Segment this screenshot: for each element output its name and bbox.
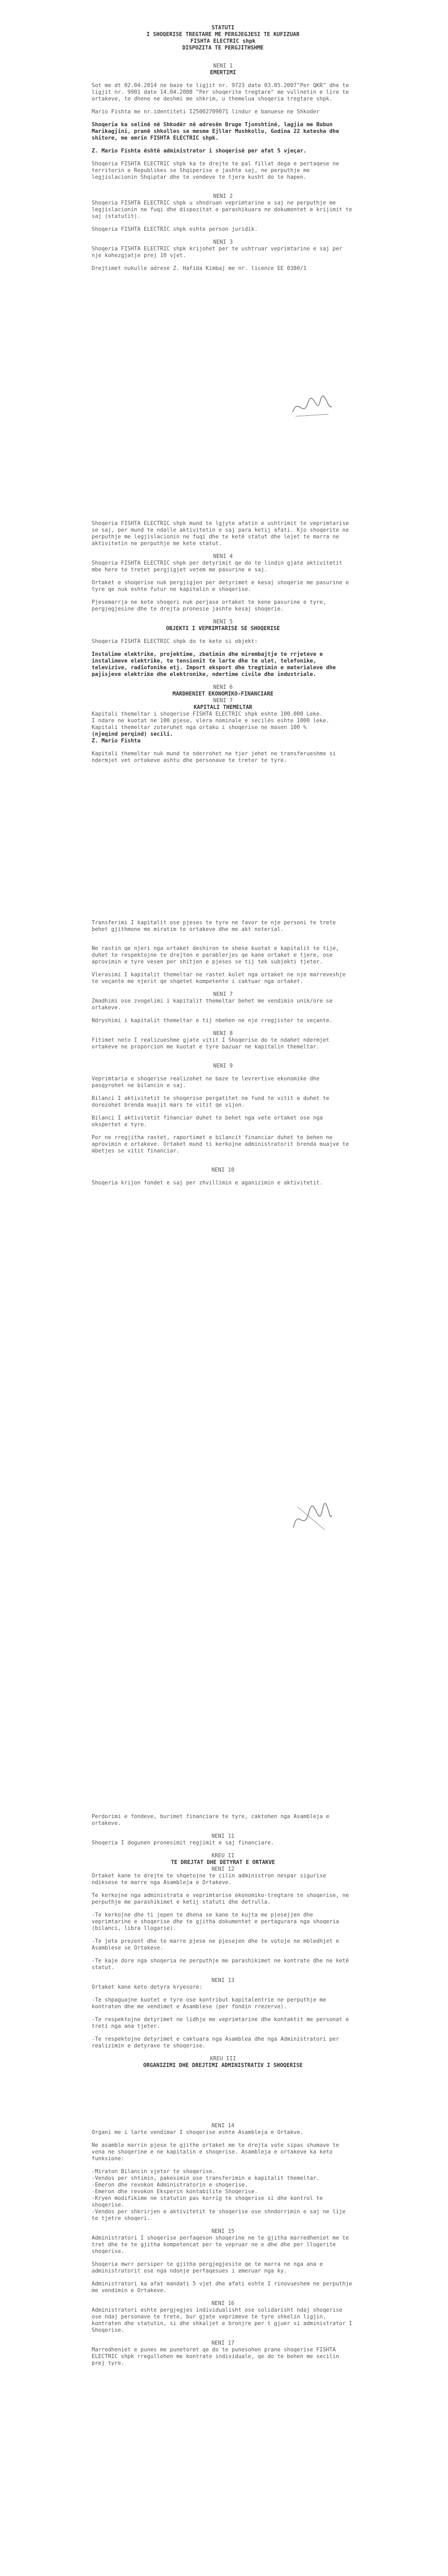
p3-article-11-p1: Shoqeria I dogunen pronesimit regjimit e saj financiare.: [92, 1840, 274, 1846]
article-5-p2: Instalime elektrike, projektime, zbatimin dhe mirembajtje te rrjeteve e instalimeve elektrike, te tensionit te larte dhe te ulet, telefonike, televizive, radiofonike etj. Import eksport dhe tregtimin e materialeve dhe pajisjeve elektrike dhe elektronike, ndertime civile dhe industriale.: [92, 651, 336, 677]
page-1-content: [92, 25, 354, 278]
p3-article-12-p1: Ortaket kane te drejte te shqetojne te cilin administron nespar sigurise ndiksese te marre nga Asambleja e Ortakeve.: [92, 1873, 326, 1886]
p2-transfer-p3: Vlerasimi I kapitalit themeltar ne rastet kolet nga ortaket ne nje marreveshje te veçante me njerit qe shqetet kompetente i caktuar nga ortaket.: [92, 972, 346, 985]
p3-article-14-item4: -Emeron dhe revokon Eksperin kontabilite Shoqerise.: [92, 2189, 258, 2195]
p3-article-13-p1: Ortaket kane keto detyra kryesore:: [92, 1984, 202, 1990]
p3-article-15-p2: Shoqeria mwrr persiper te gjitha pergjegjesite qe te marra ne nga ana e administratorit ose nga ndonje perfaqesues i emeruar nga ky.: [92, 2261, 323, 2274]
company-line: I SHOQERISE TREGTARE ME PERGJEGJESI TE KUFIZUAR: [146, 31, 300, 38]
p2-article-8-title: NENI 8: [213, 1030, 233, 1037]
p2-article-7-p1: Zmadhimi ose zvogelimi i kapitalit themeltar behet me vendimin unik/ore se ortakeve.: [92, 998, 333, 1011]
statute-title: STATUTI: [211, 25, 235, 31]
article-4-p1: Shoqeria FISHTA ELECTRIC shpk per detyrimit qe do te lindin gjate aktivitetit mbe here te tretet pergjigjet vetem me pasurine e saj.: [92, 560, 342, 573]
article-3-p1: Shoqeria FISHTA ELECTRIC shpk krijohet per te ushtruar veprimtarine e saj per nje kohezgjatje prej 10 vjet.: [92, 246, 342, 259]
general-provisions-heading: DISPOZITA TE PERGJITHSHME: [182, 45, 264, 51]
p2-article-10-p1: Shoqeria krijon fondet e saj per zhvillimin e aganizimin e aktivitetit.: [92, 1180, 323, 1186]
p2-article-8-p1: Fitimet neto I realizueshme gjate vitit I Shoqerise do te ndahet ndermjet ortakeve ne proporcion me kuotat e tyre bazuar ne kapitalin themeltar.: [92, 1037, 330, 1050]
article-5-p1: Shoqeria FISHTA ELECTRIC shpk do te kete si objekt:: [92, 638, 258, 645]
article-2-p1: Shoqeria FISHTA ELECTRIC shpk u shndruan veprimtarine e saj ne perputhje me legjislacionin ne fuqi dhe dispozitat e parashikuara ne dokumentet e krijimit te saj (statutit).: [92, 200, 352, 219]
p3-article-11-title: NENI 11: [211, 1833, 235, 1839]
article-4-p0: Shoqeria FISHTA ELECTRIC shpk mund te lgjyte afatin e ushtrimit te veprimtarise se saj, per mund te ndalle aktivitetin e saj para ketij afati. Kjo shoqerite ne perputhje me legjislacionin ne fuqi dhe te ketë statut dhe lejet te marra ne aktivitetin ne perputhje me kete statut.: [92, 520, 349, 547]
article-1-p5: Shoqeria FISHTA ELECTRIC shpk ka te drejte te pal fillat dega e pertaqese ne territorin e Republikes se Shqiperise e jashte saj, ne perputhje me legjislacionin Shqiptar dhe te vendeve te tjera kusht do te hapen.: [92, 161, 339, 180]
document-page-2: [0, 904, 448, 1808]
document-page-1: [0, 0, 448, 904]
capital-p1: Kapitali themeltar i shoqerise FISHTA ELECTRIC shpk eshte 100.000 Leke.: [92, 711, 323, 717]
p3-article-12-title: NENI 12: [211, 1866, 235, 1872]
p3-chapter-2-heading: TE DREJTAT DHE DETYRAT E ORTAKVE: [170, 1859, 275, 1866]
p2-article-7-title: NENI 7: [213, 991, 233, 997]
p2-article-7-p2: Ndryshimi i kapitalit themeltar e tij nbehen ne nje rregjister te veçante.: [92, 1018, 333, 1024]
p3-article-14-item5: -Kryen modifikime ne statutin pas korrig te shoqerise si dhe kontrol te shoqerise.: [92, 2195, 323, 2208]
article-7-heading: KAPITALI THEMELTAR: [194, 704, 252, 710]
article-7-title: NENI 7: [213, 698, 233, 704]
p3-article-13-p2: -Te shpaguajne kuotet e tyre ose kontribut kapitalentrie ne perputhje me kontraten dhe me vendimet e Asamblese (per fondin rrezerve).: [92, 1997, 326, 2010]
page-3-content: [92, 1814, 354, 2069]
signature-mark-2: [288, 1497, 335, 1538]
article-1-p3: Shoqeria ka selinë në Shkodër në adresën Bruge Tjonshtinë, lagjia me Bubun Marikagjini, pranë shkolles se mesme Ejller Mushkollu, Godina 22 katesha dhe shitore, me emrin FISHTA ELECTRIC shpk.: [92, 122, 339, 141]
article-2-title: NENI 2: [213, 193, 233, 199]
capital-p4: (njeqind perqind) secili.: [92, 731, 174, 737]
capital-owner: Z. Mario Fishta: [92, 738, 141, 744]
capital-p2: I ndare ne kuotat ne 100 pjese, vlera nominale e secilës eshte 1000 leke.: [92, 718, 330, 724]
page-3-lower-content: [92, 2123, 354, 2373]
article-3-title: NENI 3: [213, 239, 233, 245]
article-1-p2: Mario Fishta me nr.identiteti I25002709071 lindur e banuese ne Shkoder: [92, 109, 320, 115]
p2-article-9-p2: Bilanci I aktivitetit te shoqerise pergatitet ne fund te vitit e duhet te dorezohet brenda muajit mars te vitit qe vijon.: [92, 1095, 330, 1108]
p3-article-14-item2: -Vendos per shtimin, pakesimin ose transferimin e kapitalit themeltar.: [92, 2175, 320, 2181]
p3-article-12-p5: -Te kaje dore nga shoqeria ne perputhje me parashikimet ne kontrate dhe ne ketë statut.: [92, 1958, 349, 1971]
p3-article-15-p3: Administratori ka afat mandati 5 vjet dhe afati eshte I rinovueshem ne perputhje me vendimin e Ortakeve.: [92, 2281, 352, 2294]
article-1-title: NENI 1: [213, 63, 233, 69]
p3-article-14-p2: Ne asamble marrin pjese te gjithe ortaket me te drejta vote sipas shumave te vena ne shoqerine e ne kapitalin e shoqerise. Asambleja e ortakeve ka keto funksione:: [92, 2142, 339, 2162]
p2-article-9-p3: Bilanci I aktivitetit financiar duhet te behet nga vete ortaket ose nga ekspertet e tyre.: [92, 1115, 323, 1128]
article-6-heading: MARDHENIET EKONOMIKO-FINANCIARE: [173, 691, 273, 697]
p3-article-15-p1: Administratori I shoqerise perfaqeson shoqerine ne te gjitha marredheniet me te tret dhe te te gjitha kompetencat per te vepruar ne e dhe dhe per llogerite shoqerise.: [92, 2235, 349, 2255]
p3-article-16-p1: Administratori eshte pergjegjes individualisht ose solidarisht ndaj shoqerise ose ndaj personave te trete, bur gjate veprimeve te tyre shkelin ligjin, kontraten dhe statutin, si dhe shkaljet e bronjre per t gjuer si administrator I Shoqerise.: [92, 2307, 352, 2333]
signature-mark-1: [288, 392, 335, 422]
p3-funds-p1: Perdorimi e fondeve, burimet financiare te tyre, caktohen nga Asambleja e ortakeve.: [92, 1814, 330, 1826]
p3-chapter-3: KREU III: [210, 2056, 236, 2062]
capital-p3: Kapitali themeltar zoteruhet nga ortaku i shoqerise ne masen 100 %: [92, 724, 307, 731]
capital-p6: Kapitali themeltar nuk mund te nderrohet ne tjer jehet ne transferueshme si ndermjet vet ortakeve ashtu dhe personave te treter te tyre.: [92, 751, 336, 764]
p3-article-15-title: NENI 15: [211, 2228, 235, 2234]
article-4-p3: Pjesemarrja ne kete shoqeri nuk perjase ortaket te kene pasurine e tyre, pergjegjesine dhe te drejta pronesie jashte kesaj shoqerie.: [92, 599, 326, 612]
page-2-content: [92, 920, 354, 1193]
p3-article-17-title: NENI 17: [211, 2340, 235, 2346]
p3-article-14-title: NENI 14: [211, 2123, 235, 2129]
p3-article-14-item1: -Miraton Bilancin vjetor te shoqerise.: [92, 2168, 216, 2175]
p3-chapter-2: KREU II: [211, 1853, 235, 1859]
p2-article-10-title: NENI 10: [211, 1167, 235, 1173]
p3-article-12-p4: -Te jete prezent dhe te marre pjese ne pjesejen dhe te votoje ne mbledhjet e Asamblese se Ortakeve.: [92, 1938, 339, 1951]
article-4-title: NENI 4: [213, 553, 233, 560]
article-4-p2: Ortaket e shoqerise nuk pergjigjen per detyrimet e kesaj shoqerie me pasurine e tyre qe nuk eshte futur ne kapitalin e shoqerise.: [92, 580, 349, 592]
article-5-title: NENI 5: [213, 619, 233, 625]
p3-article-17-p1: Marredheniet e punes me punetoret qe do te punesohen prane shoqerise FISHTA ELECTRIC shpk rregullohen me kontrate individuale, qe do te behen me secilin prej tyre.: [92, 2347, 339, 2366]
article-1-p1: Sot me dt 02.04.2014 ne baze te ligjit nr. 9723 date 03.05.2007"Per QKR" dhe te ligjit nr. 9901 date 14.04.2008 "Per shoqerite tregtare" me vullnetin e lire te ortakeve, te dhene ne deshmi me shkrim, u themelua shoqeria tregtare shpk.: [92, 82, 349, 102]
p3-article-13-p4: -Te respektojne detyrimet e caktuara nga Asamblea dhe nga Administratori per realizimin e detyrave te shoqerise.: [92, 2036, 339, 2049]
document-page-3-lower: [0, 2081, 448, 2576]
p3-article-14-p1: Organi me i larte vendimar I shoqerise eshte Asambleja e Ortakve.: [92, 2129, 303, 2136]
article-1-heading: EMERTIMI: [210, 70, 236, 76]
p3-chapter-3-heading: ORGANIZIMI DHE DREJTIMI ADMINISTRATIV I SHOQERISE: [143, 2062, 303, 2069]
p3-article-12-p3: -Te kerkojne dhe ti jepen te dhena se kane te kujta me pjesejjen dhe veprimtarine e shoqerise dhe te gjitha dokumentet e pertagurara nga shoqeria (bilanci, libra llogarie).: [92, 1912, 339, 1931]
p2-transfer-p1: Transferimi I kapitalit ose pjeses te tyre ne favor te nje personi te trete behet gjithmone me miratim te ortakeve dhe me akt noterial.: [92, 920, 336, 933]
p3-article-13-title: NENI 13: [211, 1977, 235, 1984]
p2-article-9-title: NENI 9: [213, 1063, 233, 1069]
article-6-title: NENI 6: [213, 684, 233, 690]
p3-article-14-item6: -Vendos per shkrirjen e aktivitetit te shoqerise ose shndorrimin e saj ne lije te tjetre shoqeri.: [92, 2209, 346, 2222]
article-3-p2: Drejtimet nukulle adrese Z. Hafida Kimbaj me nr. licence EE 0380/1: [92, 265, 307, 272]
p3-article-16-title: NENI 16: [211, 2300, 235, 2307]
article-1-p4: Z. Mario Fishta është administrator i shoqerisë per afat 5 vjeçar.: [92, 148, 307, 154]
p2-article-9-p1: Veprimtaria e shoqerise realizohet ne baze te levrertive ekonomike dhe pasqyrohet ne bilancin e saj.: [92, 1076, 320, 1089]
article-2-p2: Shoqeria FISHTA ELECTRIC shpk eshte person juridik.: [92, 226, 258, 232]
p2-article-9-p4: Por ne rregjitha rastet, raportimet e bilancit financiar duhet te behen ne aprovimin e ortakeve. Ortaket mund ti kerkojne administratorit brenda muajve te mbetjes se vitit financiar.: [92, 1134, 349, 1154]
p3-article-12-p2: Te kerkojne nga administrata e veprimtarise ekonomiko-tregtare te shoqerise, ne perputhje me parashikimet e ketij statuti dhe detrulla.: [92, 1892, 349, 1905]
p3-article-14-item3: -Emeron dhe revokon Administratorin e shoqerise.: [92, 2182, 248, 2188]
p2-transfer-p2: Ne rastin qe njeri nga ortaket deshiron te shese kuotat e kapitalit te tije, duhet te respektojne te drejten e parablerjes qe kane ortaket e tjere, ose aprovimin e tyre vesen per shitjen e pjeses se tij tek subjekti tjeter.: [92, 945, 339, 965]
article-5-heading: OBJEKTI I VEPRIMTARISE SE SHOQERISE: [166, 625, 280, 632]
page-1-lower-content: [92, 520, 354, 770]
company-name: FISHTA ELECTRIC shpk: [190, 38, 256, 44]
p3-article-13-p3: -Te respektojne detyrimet ne lidhje me veprimtarine dhe kontaktit me personat e treti nga ana tjeter.: [92, 2016, 349, 2029]
